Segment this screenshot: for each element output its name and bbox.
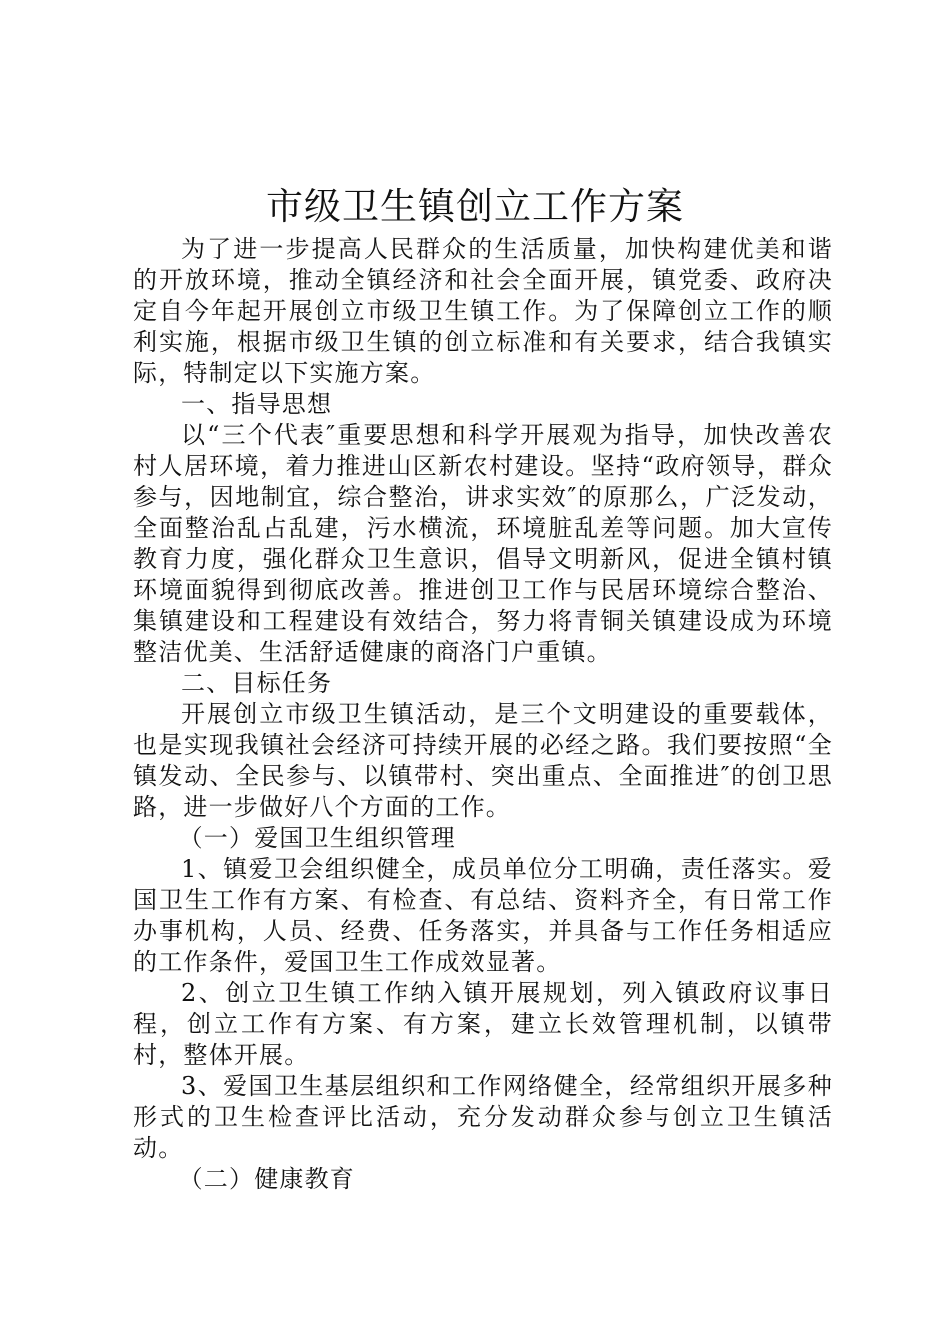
targets-paragraph: 开展创立市级卫生镇活动，是三个文明建设的重要载体，也是实现我镇社会经济可持续开展的必经之路。我们要按照“全镇发动、全民参与、以镇带村、突出重点、全面推进″的创卫思路，进一步做好八个方面的工作。	[133, 700, 833, 821]
document-body	[133, 234, 833, 1195]
guiding-ideology-paragraph: 以“三个代表″重要思想和科学开展观为指导，加快改善农村人居环境，着力推进山区新农村建设。坚持“政府领导，群众参与，因地制宜，综合整治，讲求实效″的原那么，广泛发动，全面整治乱占乱建，污水横流，环境脏乱差等问题。加大宣传教育力度，强化群众卫生意识，倡导文明新风，促进全镇村镇环境面貌得到彻底改善。推进创卫工作与民居环境综合整治、集镇建设和工程建设有效结合，努力将青铜关镇建设成为环境整洁优美、生活舒适健康的商洛门户重镇。	[133, 421, 833, 666]
organization-item-3: 3、爱国卫生基层组织和工作网络健全，经常组织开展多种形式的卫生检查评比活动，充分发动群众参与创立卫生镇活动。	[133, 1072, 833, 1162]
subsection-heading-organization: （一）爱国卫生组织管理	[178, 824, 456, 852]
section-heading-guiding-ideology: 一、指导思想	[181, 390, 333, 418]
subsection-heading-health-education: （二）健康教育	[178, 1165, 355, 1193]
intro-paragraph: 为了进一步提高人民群众的生活质量，加快构建优美和谐的开放环境，推动全镇经济和社会全面开展，镇党委、政府决定自今年起开展创立市级卫生镇工作。为了保障创立工作的顺利实施，根据市级卫生镇的创立标准和有关要求，结合我镇实际，特制定以下实施方案。	[133, 235, 833, 387]
section-heading-targets: 二、目标任务	[181, 669, 333, 697]
organization-item-1: 1、镇爱卫会组织健全，成员单位分工明确，责任落实。爱国卫生工作有方案、有检查、有总结、资料齐全，有日常工作办事机构，人员、经费、任务落实，并具备与工作任务相适应的工作条件，爱国卫生工作成效显著。	[133, 855, 833, 976]
organization-item-2: 2、创立卫生镇工作纳入镇开展规划，列入镇政府议事日程，创立工作有方案、有方案，建立长效管理机制，以镇带村，整体开展。	[133, 979, 833, 1069]
document-title: 市级卫生镇创立工作方案	[266, 185, 684, 228]
